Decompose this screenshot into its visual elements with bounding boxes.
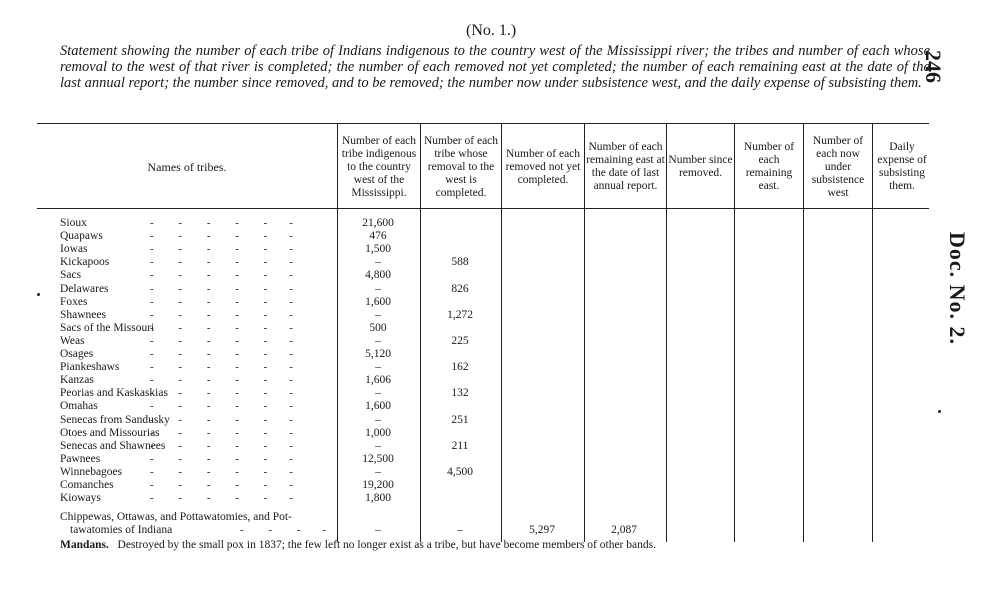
column-divider bbox=[803, 124, 804, 542]
tribe-name: Piankeshaws bbox=[60, 361, 120, 373]
header-daily-expense: Daily expense of subsisting them. bbox=[877, 141, 927, 192]
leader-dashes: - - - - - - bbox=[150, 335, 293, 347]
leader-dashes: - - - - - - bbox=[150, 243, 293, 255]
column-divider bbox=[872, 124, 873, 542]
leader-dashes: - - - - - - bbox=[150, 348, 293, 360]
footnote bbox=[60, 539, 656, 551]
removed-value: 588 bbox=[451, 256, 469, 268]
indigenous-value: – bbox=[375, 256, 381, 268]
tribe-name: Kioways bbox=[60, 492, 101, 504]
column-divider bbox=[420, 124, 421, 542]
indigenous-value: – bbox=[375, 309, 381, 321]
header-removal-completed: Number of each tribe whose removal to the west is completed. bbox=[423, 134, 499, 199]
tribe-name: Senecas and Shawnees bbox=[60, 440, 166, 452]
indigenous-value: 4,800 bbox=[365, 269, 391, 281]
indigenous-value: 5,120 bbox=[365, 348, 391, 360]
tribe-name: Peorias and Kaskaskias bbox=[60, 387, 168, 399]
tribe-name: Omahas bbox=[60, 400, 98, 412]
header-indigenous: Number of each tribe indigenous to the country west of the Mississippi. bbox=[341, 134, 417, 199]
leader-dashes: - - - - bbox=[240, 524, 327, 536]
indigenous-value: – bbox=[375, 414, 381, 426]
tribe-name: Sacs of the Missouri bbox=[60, 322, 155, 334]
indigenous-value: 12,500 bbox=[362, 453, 394, 465]
tribe-name: Sacs bbox=[60, 269, 82, 281]
column-divider bbox=[734, 124, 735, 542]
tribe-name: Chippewas, Ottawas, and Pottawatomies, and Pot- bbox=[60, 511, 292, 523]
indigenous-value: 476 bbox=[369, 230, 387, 242]
leader-dashes: - - - - - - bbox=[150, 309, 293, 321]
leader-dashes: - - - - - - bbox=[150, 322, 293, 334]
tribe-name: Otoes and Missourias bbox=[60, 427, 160, 439]
leader-dashes: - - - - - - bbox=[150, 387, 293, 399]
leader-dashes: - - - - - - bbox=[150, 283, 293, 295]
tribe-name: Shawnees bbox=[60, 309, 106, 321]
removed-value: 211 bbox=[451, 440, 469, 452]
tribe-name: Delawares bbox=[60, 283, 109, 295]
indigenous-value: – bbox=[375, 283, 381, 295]
doc-number: (No. 1.) bbox=[466, 22, 517, 39]
removed-value: 251 bbox=[451, 414, 469, 426]
removed-value: – bbox=[457, 524, 463, 536]
indigenous-value: 19,200 bbox=[362, 479, 394, 491]
indigenous-value: 21,600 bbox=[362, 217, 394, 229]
indigenous-value: – bbox=[375, 524, 381, 536]
tribe-name: Kickapoos bbox=[60, 256, 110, 268]
leader-dashes: - - - - - - bbox=[150, 361, 293, 373]
tribe-name: Weas bbox=[60, 335, 85, 347]
leader-dashes: - - - - - - bbox=[150, 217, 293, 229]
leader-dashes: - - - - - - bbox=[150, 492, 293, 504]
tribe-name: Sioux bbox=[60, 217, 87, 229]
footnote-text: Destroyed by the small pox in 1837; the few left no longer exist as a tribe, but have become members of other bands. bbox=[117, 539, 656, 551]
header-remaining-east: Number of each remaining east. bbox=[743, 141, 795, 192]
removed-value: 826 bbox=[451, 283, 469, 295]
scan-speck bbox=[37, 293, 40, 296]
leader-dashes: - - - - - - bbox=[150, 466, 293, 478]
column-divider bbox=[337, 124, 338, 542]
indigenous-value: 1,800 bbox=[365, 492, 391, 504]
column-divider bbox=[666, 124, 667, 542]
column-divider bbox=[584, 124, 585, 542]
tribe-name: Foxes bbox=[60, 296, 88, 308]
column-divider bbox=[501, 124, 502, 542]
indigenous-value: 1,600 bbox=[365, 296, 391, 308]
tribe-name: Quapaws bbox=[60, 230, 103, 242]
header-bottom-rule bbox=[37, 208, 929, 209]
header-names: Names of tribes. bbox=[147, 159, 227, 174]
tribe-name: Kanzas bbox=[60, 374, 94, 386]
remaining-east-value: 2,087 bbox=[611, 524, 637, 536]
indigenous-value: 1,600 bbox=[365, 400, 391, 412]
leader-dashes: - - - - - - bbox=[150, 230, 293, 242]
header-not-yet-completed: Number of each removed not yet completed. bbox=[505, 147, 581, 186]
indigenous-value: – bbox=[375, 361, 381, 373]
table-top-rule bbox=[37, 123, 929, 124]
page-number: 246 bbox=[921, 50, 946, 83]
tribe-name: Winnebagoes bbox=[60, 466, 123, 478]
indigenous-value: 1,500 bbox=[365, 243, 391, 255]
indigenous-value: – bbox=[375, 466, 381, 478]
leader-dashes: - - - - - - bbox=[150, 427, 293, 439]
indigenous-value: – bbox=[375, 335, 381, 347]
removed-value: 132 bbox=[451, 387, 469, 399]
leader-dashes: - - - - - - bbox=[150, 256, 293, 268]
leader-dashes: - - - - - - bbox=[150, 440, 293, 452]
tribe-name: Iowas bbox=[60, 243, 88, 255]
document-label: Doc. No. 2. bbox=[945, 232, 970, 346]
tribe-name-continued: tawatomies of Indiana bbox=[70, 524, 173, 536]
removed-value: 225 bbox=[451, 335, 469, 347]
indigenous-value: – bbox=[375, 440, 381, 452]
statement-title: Statement showing the number of each tribe of Indians indigenous to the country west of the Mississippi river; the tribes and number of each whose removal to the west of that river is completed; the number of each removed not yet completed; the number of each remaining east at the date of the last annual report; the number since removed, and to be removed; the number now under subsistence west, and the daily expense of subsisting them. bbox=[60, 43, 930, 91]
not-yet-completed-value: 5,297 bbox=[529, 524, 555, 536]
indigenous-value: 1,000 bbox=[365, 427, 391, 439]
indigenous-value: 500 bbox=[369, 322, 387, 334]
indigenous-value: 1,606 bbox=[365, 374, 391, 386]
indigenous-value: – bbox=[375, 387, 381, 399]
tribe-name: Senecas from Sandusky bbox=[60, 414, 170, 426]
leader-dashes: - - - - - - bbox=[150, 400, 293, 412]
header-remaining-last-report: Number of each remaining east at the date of last annual report. bbox=[586, 141, 665, 192]
footnote-lead: Mandans. bbox=[60, 539, 109, 551]
removed-value: 1,272 bbox=[447, 309, 473, 321]
tribe-name: Pawnees bbox=[60, 453, 101, 465]
scan-speck bbox=[938, 410, 941, 413]
leader-dashes: - - - - - - bbox=[150, 414, 293, 426]
leader-dashes: - - - - - - bbox=[150, 479, 293, 491]
leader-dashes: - - - - - - bbox=[150, 269, 293, 281]
tribe-name: Osages bbox=[60, 348, 94, 360]
removed-value: 4,500 bbox=[447, 466, 473, 478]
leader-dashes: - - - - - - bbox=[150, 296, 293, 308]
leader-dashes: - - - - - - bbox=[150, 374, 293, 386]
header-under-subsistence: Number of each now under subsistence west bbox=[811, 134, 865, 199]
tribe-name: Comanches bbox=[60, 479, 114, 491]
removed-value: 162 bbox=[451, 361, 469, 373]
header-since-removed: Number since removed. bbox=[668, 154, 733, 179]
leader-dashes: - - - - - - bbox=[150, 453, 293, 465]
